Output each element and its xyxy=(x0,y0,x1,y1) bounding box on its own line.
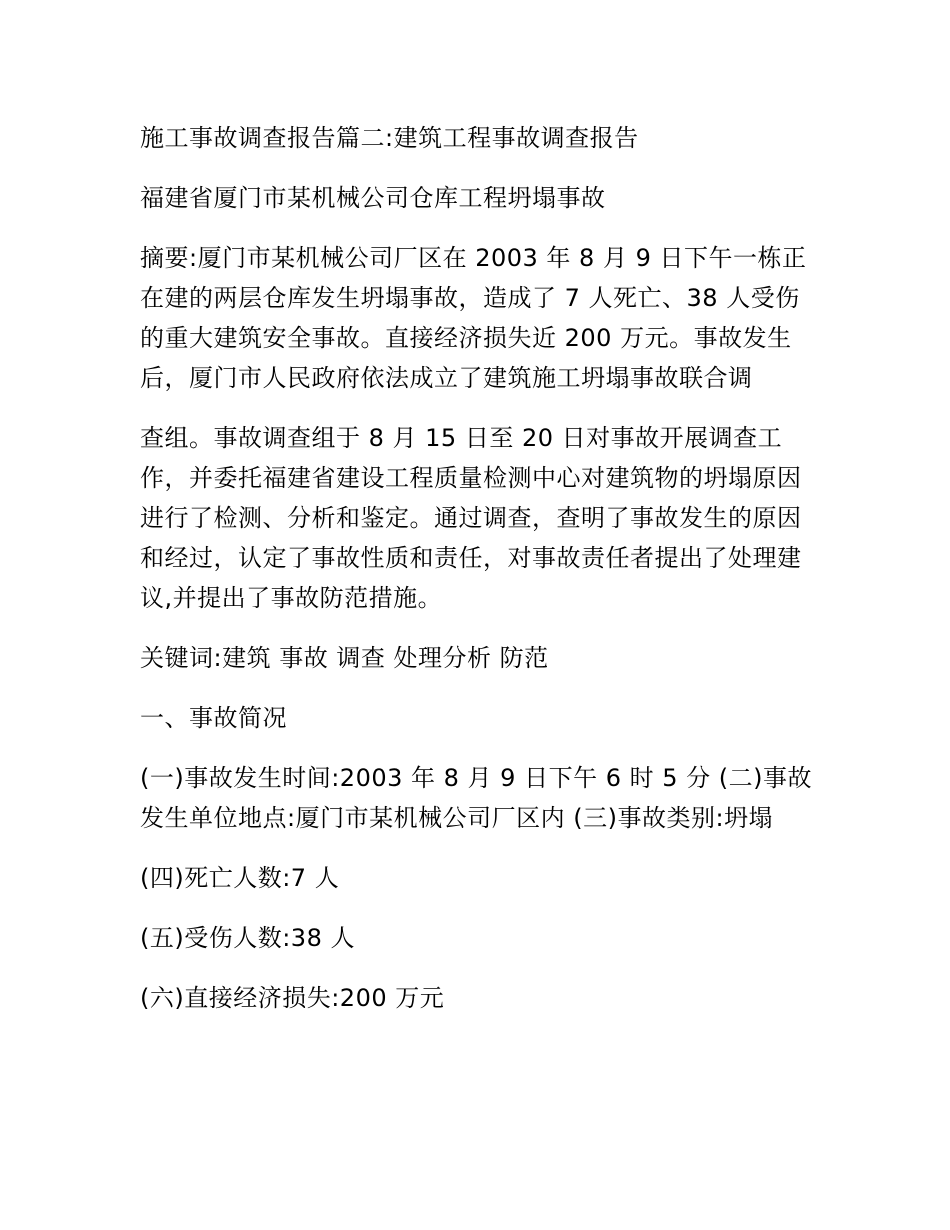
heading-case-title: 福建省厦门市某机械公司仓库工程坍塌事故 xyxy=(140,184,606,212)
document-page xyxy=(140,118,820,1038)
overview-items-1-3: (一)事故发生时间:2003 年 8 月 9 日下午 6 时 5 分 (二)事故发生单位地点:厦门市某机械公司厂区内 (三)事故类别:坍塌 xyxy=(140,764,812,832)
keywords-line: 关键词:建筑 事故 调查 处理分析 防范 xyxy=(140,644,549,672)
overview-item-injuries: (五)受伤人数:38 人 xyxy=(140,924,355,952)
overview-item-deaths: (四)死亡人数:7 人 xyxy=(140,864,340,892)
heading-report-title: 施工事故调查报告篇二:建筑工程事故调查报告 xyxy=(140,124,639,152)
section-heading-overview: 一、事故简况 xyxy=(140,704,287,732)
abstract-paragraph-2: 查组。事故调查组于 8 月 15 日至 20 日对事故开展调查工作，并委托福建省建设工程质量检测中心对建筑物的坍塌原因进行了检测、分析和鉴定。通过调查，查明了事故发生的原因和经过，认定了事故性质和责任，对事故责任者提出了处理建议,并提出了事故防范措施。 xyxy=(140,424,802,612)
overview-item-losses: (六)直接经济损失:200 万元 xyxy=(140,984,445,1012)
abstract-paragraph-1: 摘要:厦门市某机械公司厂区在 2003 年 8 月 9 日下午一栋正在建的两层仓库发生坍塌事故，造成了 7 人死亡、38 人受伤的重大建筑安全事故。直接经济损失近 200 万元。事故发生后，厦门市人民政府依法成立了建筑施工坍塌事故联合调 xyxy=(140,244,807,392)
